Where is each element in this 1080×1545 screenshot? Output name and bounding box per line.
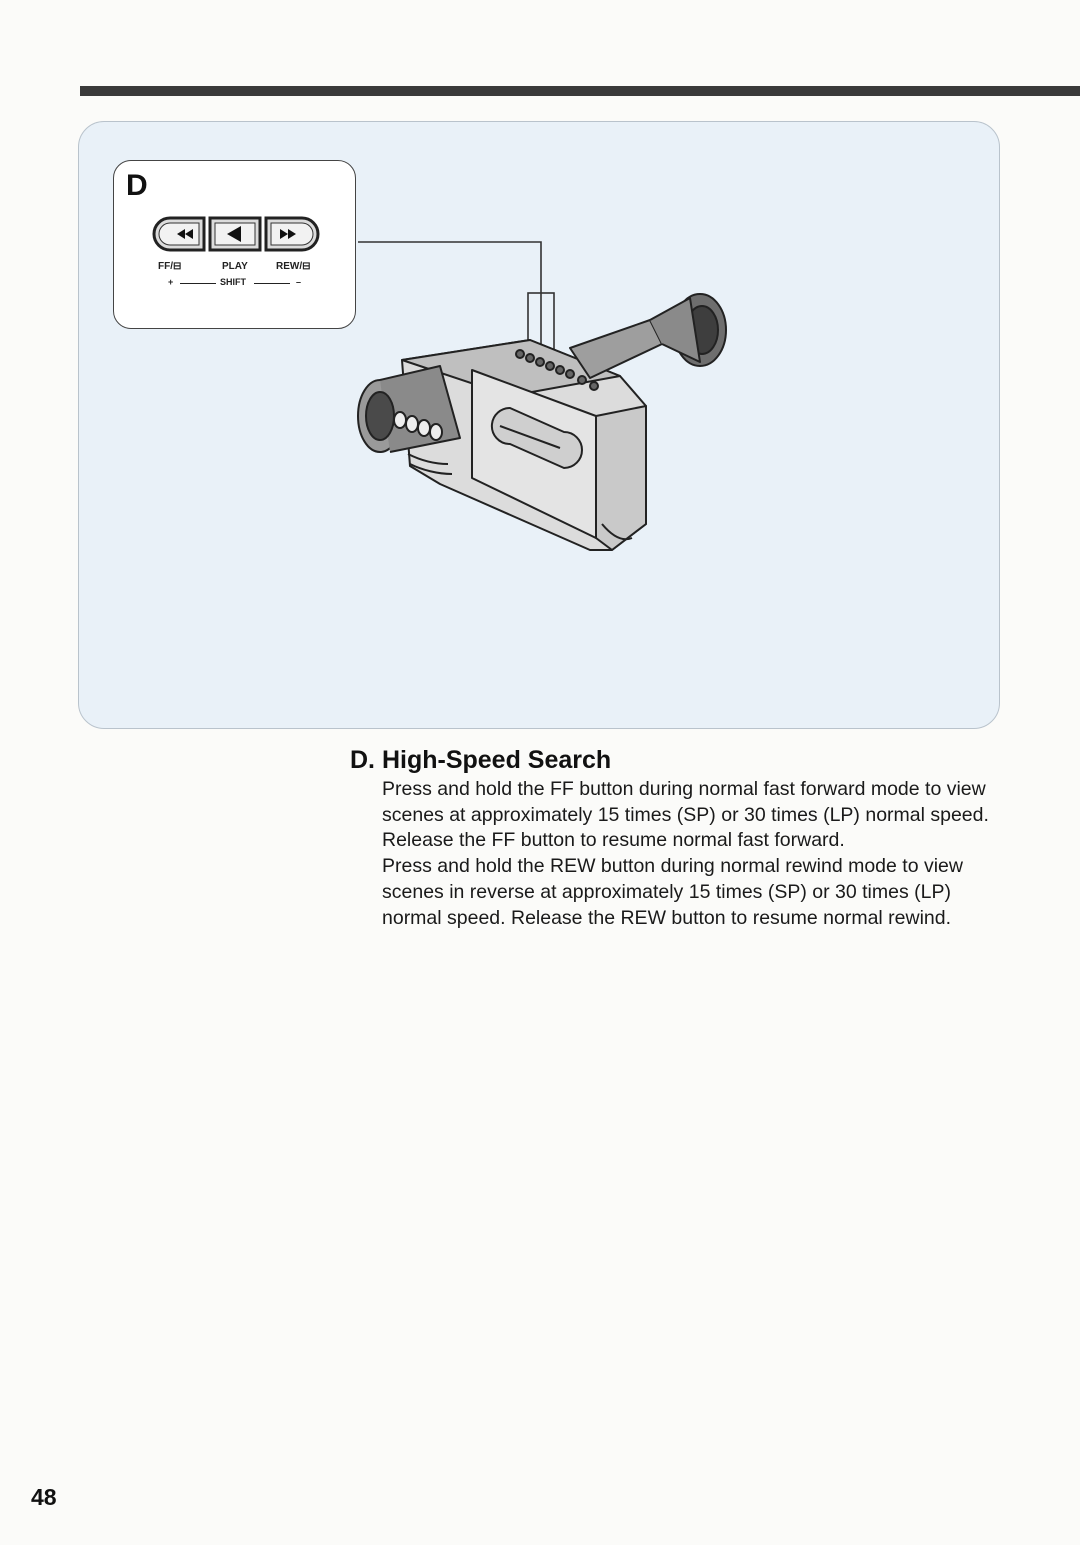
paragraph-rew: Press and hold the REW button during normal rewind mode to view scenes in reverse at approximately 15 times (SP) or 30 times (LP) normal speed. Release the REW button to resume normal rewind. bbox=[382, 855, 963, 929]
callout-letter: D bbox=[126, 169, 148, 202]
ff-label: FF/⊟ bbox=[158, 261, 182, 272]
page-number: 48 bbox=[31, 1484, 57, 1510]
transport-buttons bbox=[152, 216, 320, 252]
rew-label: REW/⊟ bbox=[276, 261, 311, 272]
play-reverse-icon bbox=[210, 218, 260, 250]
shift-line-left bbox=[180, 283, 216, 284]
shift-line-right bbox=[254, 283, 290, 284]
camcorder-illustration bbox=[350, 288, 740, 558]
fast-forward-icon bbox=[154, 218, 204, 250]
shift-label: SHIFT bbox=[220, 277, 246, 287]
button-labels bbox=[154, 261, 324, 275]
rewind-icon bbox=[266, 218, 318, 250]
shift-indicator bbox=[168, 277, 308, 291]
shift-minus: – bbox=[296, 277, 302, 287]
play-label: PLAY bbox=[222, 261, 248, 272]
shift-plus: + bbox=[168, 277, 174, 287]
body-text bbox=[382, 777, 1012, 931]
callout-box bbox=[113, 160, 356, 329]
section-heading: D. High-Speed Search bbox=[350, 746, 612, 774]
paragraph-ff: Press and hold the FF button during normal fast forward mode to view scenes at approximately 15 times (SP) or 30 times (LP) normal speed. Release the FF button to resume normal fast forward. bbox=[382, 778, 989, 852]
